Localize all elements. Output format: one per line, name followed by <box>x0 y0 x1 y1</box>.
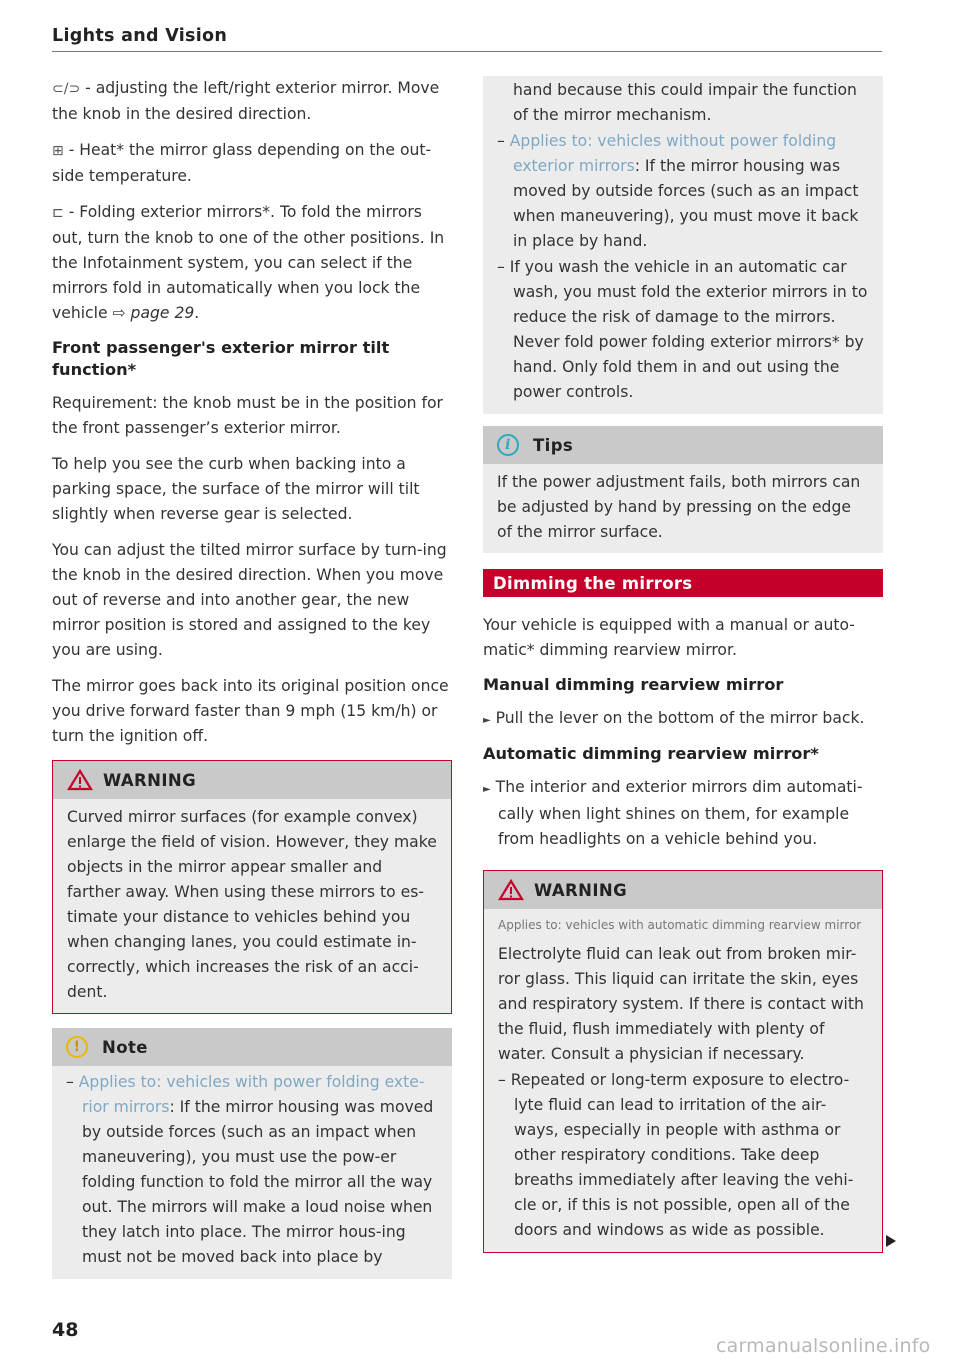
tips-body <box>483 464 883 553</box>
right-column <box>483 76 883 1267</box>
note-continued <box>483 76 883 414</box>
warning-triangle-icon <box>498 879 524 901</box>
paragraph-original-position: The mirror goes back into its original position once you drive forward faster than 9 mph (15 km/h) or turn the ignition off. <box>52 677 449 745</box>
applies-to-link: Applies to: vehicles with power folding exte-rior mirrors <box>78 1073 425 1116</box>
warning-box-2 <box>483 870 883 1253</box>
section-title-dimming: Dimming the mirrors <box>483 569 883 597</box>
bullet-automatic: ► The interior and exterior mirrors dim automati-cally when light shines on them, for example from headlights on a vehicle behind you. <box>483 778 863 848</box>
note-list-item-3: – If you wash the vehicle in an automatic car wash, you must fold the exterior mirrors in to reduce the risk of damage to the mirrors. Never fold power folding exterior mirrors* by hand. Only fold them in and out using the power controls. <box>497 258 868 401</box>
warning-header <box>53 761 451 799</box>
warning-box <box>52 760 452 1014</box>
warning-text-2: Electrolyte fluid can leak out from broken mir-ror glass. This liquid can irritate the skin, eyes and respiratory system. If there is contact with the fluid, flush immediately with plenty of water. Consult a physician if necessary. <box>498 945 864 1063</box>
page-reference-link[interactable]: page 29 <box>130 304 195 322</box>
note-header <box>52 1028 452 1066</box>
warning-body <box>53 799 451 1013</box>
tips-text: If the power adjustment fails, both mirrors can be adjusted by hand by pressing on the edge of the mirror surface. <box>497 473 861 541</box>
note-list-item-2: – Applies to: vehicles without power folding exterior mirrors: If the mirror housing was moved by outside forces (such as an impact when maneuvering), you must move it back in place by hand. <box>497 132 859 250</box>
tips-header <box>483 426 883 464</box>
paragraph-curb: To help you see the curb when backing into a parking space, the surface of the mirror will tilt slightly when reverse gear is selected. <box>52 455 420 523</box>
warning-applies-to: Applies to: vehicles with automatic dimming rearview mirror <box>498 918 862 932</box>
heading-passenger-tilt: Front passenger's exterior mirror tilt function* <box>52 338 390 379</box>
paragraph-mirror-adjust: ⊂/⊃ - adjusting the left/right exterior mirror. Move the knob in the desired direction. <box>52 79 440 123</box>
exclamation-circle-icon: ! <box>66 1036 88 1058</box>
note-box <box>52 1028 452 1279</box>
tips-box <box>483 426 883 553</box>
warning-header-2 <box>484 871 882 909</box>
xref-arrow-icon: ⇨ <box>112 304 126 322</box>
warning-title: WARNING <box>103 770 197 790</box>
left-column <box>52 76 452 1293</box>
paragraph-mirror-heat: ⊞ - Heat* the mirror glass depending on the out-side temperature. <box>52 141 432 185</box>
warning-list-item: – Repeated or long-term exposure to electro-lyte fluid can lead to irritation of the air-ways, especially in people with asthma or other respiratory conditions. Take deep breaths immediately after leaving the vehi-cle or, if this is not possible, open all of the doors and windows as wide as possible. <box>498 1071 854 1239</box>
page-number: 48 <box>52 1319 79 1341</box>
paragraph-mirror-fold: ⊏ - Folding exterior mirrors*. To fold the mirrors out, turn the knob to one of the other positions. In the Infotainment system, you can select if the mirrors fold in automatically when you lock the vehicle ⇨ page 29. <box>52 203 445 322</box>
header-rule <box>52 51 882 52</box>
paragraph-dimming-intro: Your vehicle is equipped with a manual or auto-matic* dimming rearview mirror. <box>483 616 855 659</box>
mirror-fold-icon: ⊏ <box>52 205 64 221</box>
paragraph-requirement: Requirement: the knob must be in the position for the front passenger’s exterior mirror. <box>52 394 443 437</box>
warning-body-2 <box>484 909 882 1252</box>
paragraph-adjust-tilted: You can adjust the tilted mirror surface by turn-ing the knob in the desired direction. When you move out of reverse and into another gear, the new mirror position is stored and assigned to the key you are using. <box>52 541 447 659</box>
tips-title: Tips <box>533 435 574 455</box>
bullet-manual: ► Pull the lever on the bottom of the mirror back. <box>483 709 865 727</box>
note-title: Note <box>102 1037 148 1057</box>
continue-arrow-icon <box>886 1235 896 1247</box>
mirror-left-right-icon: ⊂/⊃ <box>52 81 81 97</box>
heading-manual-dimming: Manual dimming rearview mirror <box>483 675 784 694</box>
mirror-heat-icon: ⊞ <box>52 143 64 159</box>
heading-automatic-dimming: Automatic dimming rearview mirror* <box>483 744 819 763</box>
info-circle-icon: i <box>497 434 519 456</box>
note-continued-text: hand because this could impair the function of the mirror mechanism. <box>513 81 857 124</box>
note-list-item: – Applies to: vehicles with power folding exte-rior mirrors: If the mirror housing was moved by outside forces (such as an impact when maneuvering), you must use the pow-er folding function to fold the mirror all the way out. The mirrors will make a loud noise when they latch into place. The mirror hous-ing must not be moved back into place by <box>66 1073 434 1266</box>
applies-to-link-2: Applies to: vehicles without power folding exterior mirrors <box>509 132 837 175</box>
page-header-title: Lights and Vision <box>52 26 228 46</box>
warning-title-2: WARNING <box>534 880 628 900</box>
bullet-triangle-icon: ► <box>483 784 491 795</box>
warning-text: Curved mirror surfaces (for example convex) enlarge the field of vision. However, they make objects in the mirror appear smaller and farther away. When using these mirrors to es-timate your distance to vehicles behind you when changing lanes, you could estimate in-correctly, which increases the risk of an acci-dent. <box>67 808 437 1001</box>
bullet-triangle-icon: ► <box>483 715 491 726</box>
watermark: carmanualsonline.info <box>716 1335 931 1357</box>
warning-triangle-icon <box>67 769 93 791</box>
note-body <box>52 1066 452 1279</box>
